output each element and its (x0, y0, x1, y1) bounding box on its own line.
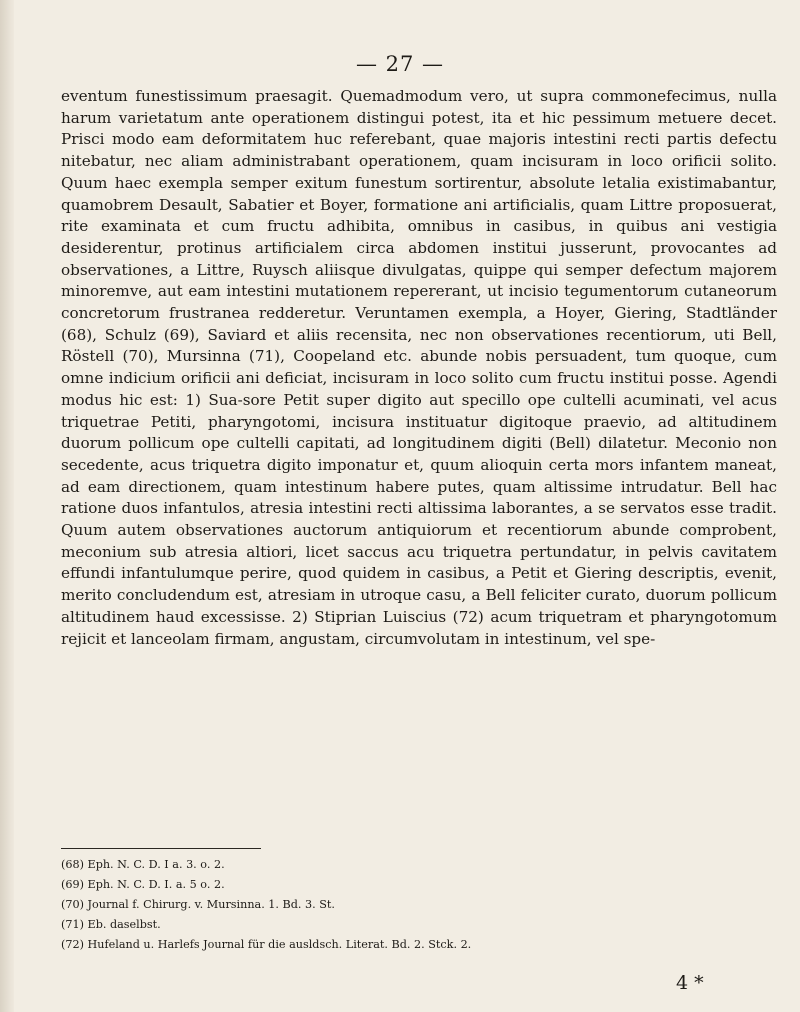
signature-mark: 4 * (676, 972, 704, 994)
binding-shadow (0, 0, 14, 1012)
footnotes (61, 855, 777, 955)
footnote-71: (71) Eb. daselbst. (61, 918, 161, 931)
page-number: — 27 — (355, 52, 445, 76)
footnote-70: (70) Journal f. Chirurg. v. Mursinna. 1. Bd. 3. St. (61, 898, 335, 911)
footnote-69: (69) Eph. N. C. D. I. a. 5 o. 2. (61, 878, 225, 891)
footnote-rule (61, 848, 261, 849)
main-text (61, 86, 777, 650)
footnote-68: (68) Eph. N. C. D. I a. 3. o. 2. (61, 858, 225, 871)
footnote-72: (72) Hufeland u. Harlefs Journal für die ausldsch. Literat. Bd. 2. Stck. 2. (61, 938, 472, 951)
main-paragraph: eventum funestissimum praesagit. Quemadmodum vero, ut supra commonefecimus, nulla harum varietatum ante operationem distingui potest, ita et hic pessimum metuere decet. Prisci modo eam deformitatem huc referebant, quae majoris intestini recti partis defectu nitebatur, nec aliam administrabant operationem, quam incisuram in loco orificii solito. Quum haec exempla semper exitum funestum sortirentur, absolute letalia existimabantur, quamobrem Desault, Sabatier et Boyer, formatione ani artificialis, quam Littre proposuerat, rite examinata et cum fructu adhibita, omnibus in casibus, in quibus ani vestigia desiderentur, protinus artificialem circa abdomen institui jusserunt, provocantes ad observationes, a Littre, Ruysch aliisque divulgatas, quippe qui semper defectum majorem minoremve, aut eam intestini mutationem repererant, ut incisio tegumentorum cutaneorum concretorum frustranea redderetur. Veruntamen exempla, a Hoyer, Giering, Stadtländer (68), Schulz (69), Saviard et aliis recensita, nec non observationes recentiorum, uti Bell, Röstell (70), Mursinna (71), Coopeland etc. abunde nobis persuadent, tum quoque, cum omne indicium orificii ani deficiat, incisuram in loco solito cum fructu institui posse. Agendi modus hic est: 1) Sua-sore Petit super digito aut specillo ope cultelli acuminati, vel acus triquetrae Petiti, pharyngotomi, incisura instituatur digitoque praevio, ad altitudinem duorum pollicum ope cultelli capitati, ad longitudinem digiti (Bell) dilatetur. Meconio non secedente, acus triquetra digito imponatur et, quum alioquin certa mors infantem maneat, ad eam directionem, quam intestinum habere putes, quam altissime intrudatur. Bell hac ratione duos infantulos, atresia intestini recti altissima laborantes, a se servatos esse tradit. Quum autem observationes auctorum antiquiorum et recentiorum abunde comprobent, meconium sub atresia altiori, licet saccus acu triquetra pertundatur, in pelvis cavitatem effundi infantulumque perire, quod quidem in casibus, a Petit et Giering descriptis, evenit, merito concludendum est, atresiam in utroque casu, a Bell feliciter curato, duorum pollicum altitudinem haud excessisse. 2) Stiprian Luiscius (72) acum triquetram et pharyngotomum rejicit et lanceolam firmam, angustam, circumvolutam in intestinum, vel spe- (61, 87, 777, 648)
